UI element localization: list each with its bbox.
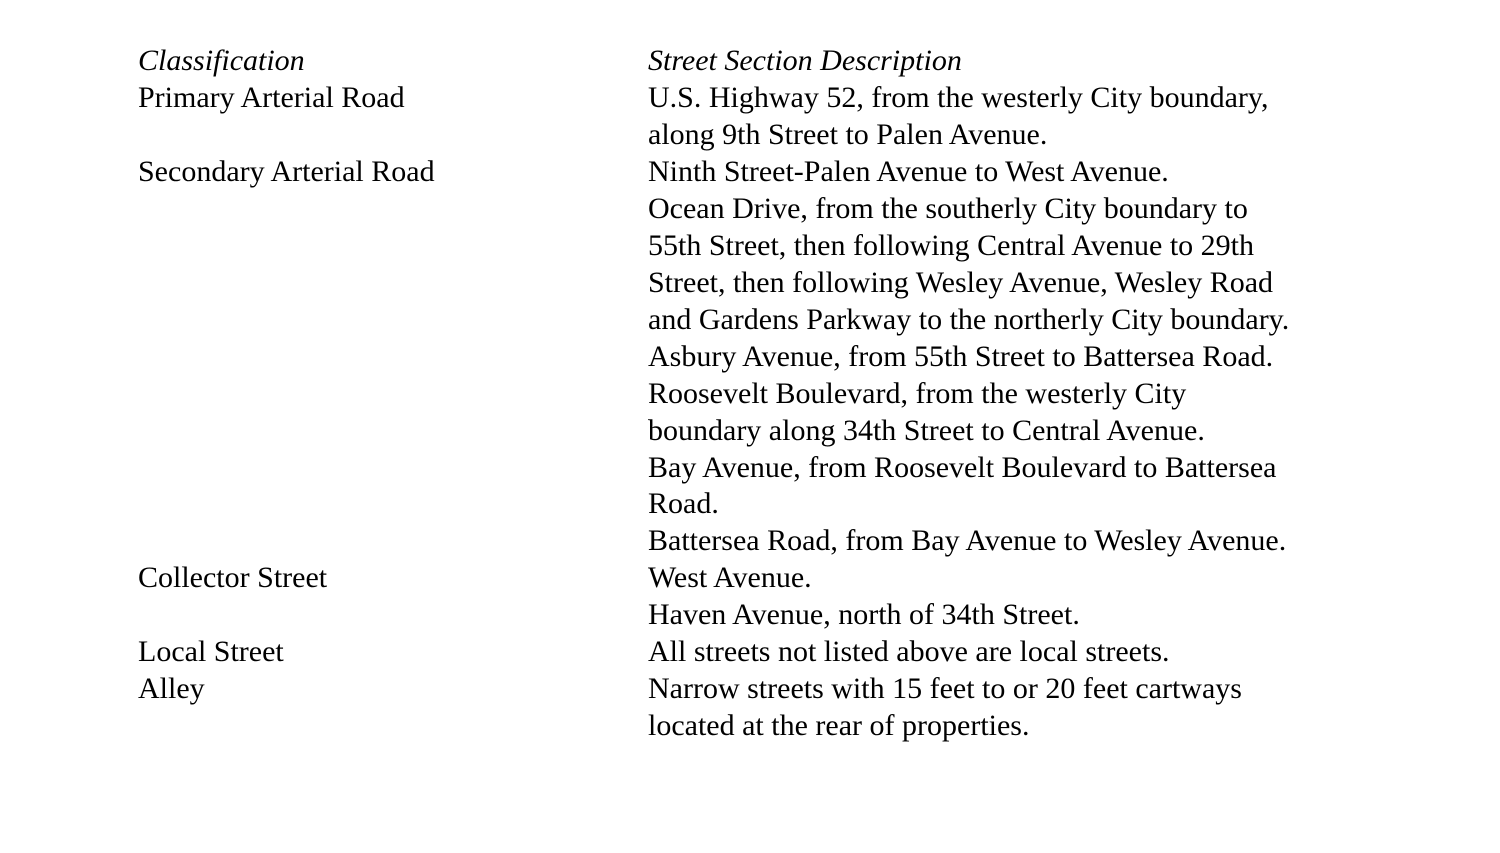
description-line: Bay Avenue, from Roosevelt Boulevard to Battersea bbox=[648, 451, 1277, 484]
description-line: Ninth Street-Palen Avenue to West Avenue. bbox=[648, 155, 1169, 188]
description-line: Battersea Road, from Bay Avenue to Wesley Avenue. bbox=[648, 524, 1287, 557]
description-header: Street Section Description bbox=[648, 44, 962, 77]
description-line: All streets not listed above are local streets. bbox=[648, 635, 1170, 668]
description-line: Asbury Avenue, from 55th Street to Battersea Road. bbox=[648, 340, 1274, 373]
classification-secondary-arterial: Secondary Arterial Road bbox=[138, 155, 435, 188]
description-line: Road. bbox=[648, 487, 719, 520]
description-line: Haven Avenue, north of 34th Street. bbox=[648, 598, 1080, 631]
description-line: Ocean Drive, from the southerly City boundary to bbox=[648, 192, 1248, 225]
classification-collector-street: Collector Street bbox=[138, 561, 328, 594]
classification-header: Classification bbox=[138, 44, 305, 77]
classification-alley: Alley bbox=[138, 672, 205, 705]
description-line: West Avenue. bbox=[648, 561, 812, 594]
description-line: Street, then following Wesley Avenue, Wesley Road bbox=[648, 266, 1274, 299]
description-line: Narrow streets with 15 feet to or 20 feet cartways bbox=[648, 672, 1242, 705]
description-line: located at the rear of properties. bbox=[648, 709, 1030, 742]
classification-local-street: Local Street bbox=[138, 635, 284, 668]
description-line: and Gardens Parkway to the northerly City boundary. bbox=[648, 303, 1290, 336]
classification-primary-arterial: Primary Arterial Road bbox=[138, 81, 405, 114]
description-line: U.S. Highway 52, from the westerly City boundary, bbox=[648, 81, 1269, 114]
description-line: along 9th Street to Palen Avenue. bbox=[648, 118, 1048, 151]
description-line: Roosevelt Boulevard, from the westerly City bbox=[648, 377, 1187, 410]
description-line: boundary along 34th Street to Central Avenue. bbox=[648, 414, 1205, 447]
description-line: 55th Street, then following Central Avenue to 29th bbox=[648, 229, 1255, 262]
